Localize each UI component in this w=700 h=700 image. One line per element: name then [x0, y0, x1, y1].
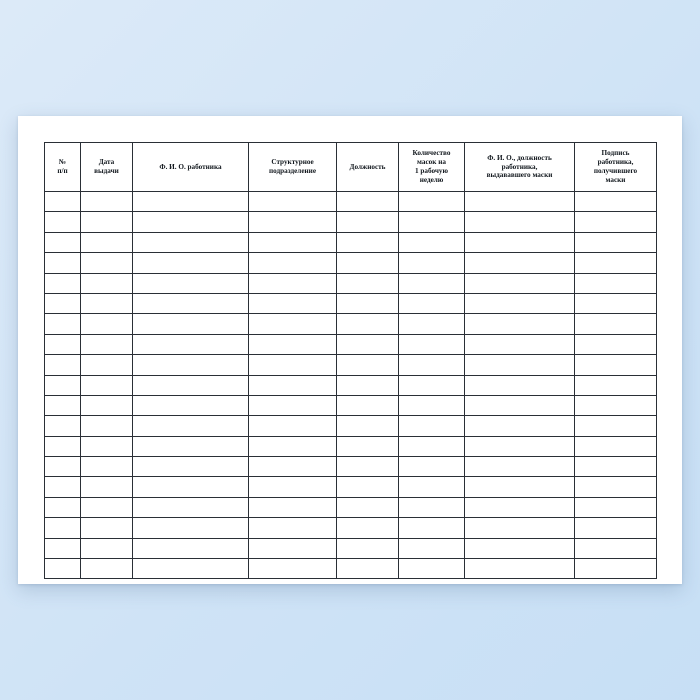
- table-cell[interactable]: [399, 232, 465, 252]
- header-line: неделю: [419, 175, 444, 184]
- table-cell[interactable]: [465, 273, 575, 293]
- table-cell[interactable]: [249, 518, 337, 538]
- table-cell[interactable]: [465, 436, 575, 456]
- table-cell[interactable]: [575, 497, 657, 517]
- table-cell[interactable]: [45, 232, 81, 252]
- table-cell[interactable]: [465, 232, 575, 252]
- header-line: Подпись: [601, 149, 630, 158]
- table-cell[interactable]: [399, 355, 465, 375]
- table-cell[interactable]: [249, 436, 337, 456]
- table-cell[interactable]: [337, 518, 399, 538]
- header-line: п/п: [57, 167, 68, 175]
- table-cell[interactable]: [133, 334, 249, 354]
- table-body: [45, 192, 657, 579]
- table-cell[interactable]: [133, 518, 249, 538]
- table-cell[interactable]: [249, 212, 337, 232]
- table-cell[interactable]: [45, 538, 81, 558]
- column-header-issue-date: [81, 143, 133, 192]
- table-cell[interactable]: [133, 192, 249, 212]
- table-cell[interactable]: [399, 395, 465, 415]
- table-cell[interactable]: [133, 395, 249, 415]
- table-cell[interactable]: [81, 253, 133, 273]
- table-cell[interactable]: [81, 518, 133, 538]
- table-cell[interactable]: [133, 293, 249, 313]
- table-cell[interactable]: [399, 253, 465, 273]
- table-row: [45, 232, 657, 252]
- table-cell[interactable]: [133, 232, 249, 252]
- table-cell[interactable]: [249, 253, 337, 273]
- table-cell[interactable]: [81, 334, 133, 354]
- table-cell[interactable]: [337, 497, 399, 517]
- table-header: [45, 143, 657, 192]
- table-cell[interactable]: [133, 314, 249, 334]
- table-cell[interactable]: [337, 314, 399, 334]
- table-cell[interactable]: [45, 273, 81, 293]
- header-line: Ф. И. О., должность: [487, 153, 552, 162]
- table-cell[interactable]: [249, 355, 337, 375]
- header-line: 1 рабочую: [414, 167, 449, 175]
- table-cell[interactable]: [399, 477, 465, 497]
- table-cell[interactable]: [465, 518, 575, 538]
- table-cell[interactable]: [399, 436, 465, 456]
- table-row: [45, 538, 657, 558]
- document-paper: [18, 116, 682, 584]
- table-cell[interactable]: [133, 273, 249, 293]
- table-cell[interactable]: [249, 395, 337, 415]
- table-cell[interactable]: [133, 497, 249, 517]
- table-cell[interactable]: [133, 355, 249, 375]
- column-header-recipient-signature: [575, 143, 657, 192]
- table-row: [45, 375, 657, 395]
- table-cell[interactable]: [575, 416, 657, 436]
- table-cell[interactable]: [45, 192, 81, 212]
- table-cell[interactable]: [81, 192, 133, 212]
- table-cell[interactable]: [133, 538, 249, 558]
- table-cell[interactable]: [575, 436, 657, 456]
- header-line: Ф. И. О. работника: [159, 162, 222, 171]
- table-cell[interactable]: [399, 293, 465, 313]
- table-cell[interactable]: [45, 293, 81, 313]
- table-cell[interactable]: [337, 212, 399, 232]
- table-cell[interactable]: [249, 192, 337, 212]
- table-cell[interactable]: [81, 293, 133, 313]
- table-cell[interactable]: [337, 273, 399, 293]
- header-line: масок на: [417, 158, 446, 167]
- header-line: работника,: [501, 162, 538, 171]
- table-cell[interactable]: [133, 477, 249, 497]
- table-cell[interactable]: [249, 375, 337, 395]
- table-cell[interactable]: [575, 559, 657, 579]
- table-row: [45, 212, 657, 232]
- table-cell[interactable]: [81, 273, 133, 293]
- table-cell[interactable]: [337, 457, 399, 477]
- table-cell[interactable]: [575, 273, 657, 293]
- table-cell[interactable]: [81, 395, 133, 415]
- table-cell[interactable]: [465, 477, 575, 497]
- table-header-row: [45, 143, 657, 192]
- table-cell[interactable]: [81, 232, 133, 252]
- table-cell[interactable]: [399, 538, 465, 558]
- table-row: [45, 355, 657, 375]
- table-row: [45, 457, 657, 477]
- table-cell[interactable]: [133, 559, 249, 579]
- header-line: работника,: [597, 158, 634, 167]
- table-cell[interactable]: [465, 416, 575, 436]
- column-header-department: [249, 143, 337, 192]
- header-line: маски: [605, 175, 626, 184]
- table-cell[interactable]: [399, 457, 465, 477]
- column-header-issuer: [465, 143, 575, 192]
- table-cell[interactable]: [81, 314, 133, 334]
- table-cell[interactable]: [45, 457, 81, 477]
- table-cell[interactable]: [133, 253, 249, 273]
- table-cell[interactable]: [45, 416, 81, 436]
- table-cell[interactable]: [249, 232, 337, 252]
- table-cell[interactable]: [45, 212, 81, 232]
- table-cell[interactable]: [249, 457, 337, 477]
- table-row: [45, 334, 657, 354]
- table-row: [45, 518, 657, 538]
- table-cell[interactable]: [337, 253, 399, 273]
- table-row: [45, 395, 657, 415]
- table-cell[interactable]: [399, 497, 465, 517]
- table-cell[interactable]: [45, 497, 81, 517]
- table-cell[interactable]: [399, 559, 465, 579]
- table-row: [45, 192, 657, 212]
- table-cell[interactable]: [81, 497, 133, 517]
- table-cell[interactable]: [465, 212, 575, 232]
- table-cell[interactable]: [465, 497, 575, 517]
- table-row: [45, 253, 657, 273]
- table-cell[interactable]: [133, 436, 249, 456]
- table-cell[interactable]: [337, 477, 399, 497]
- header-line: Количество: [412, 149, 451, 158]
- table-cell[interactable]: [575, 457, 657, 477]
- table-cell[interactable]: [249, 314, 337, 334]
- table-cell[interactable]: [337, 232, 399, 252]
- table-cell[interactable]: [575, 375, 657, 395]
- table-cell[interactable]: [465, 538, 575, 558]
- header-line: Структурное: [271, 158, 314, 167]
- header-line: выдачи: [94, 167, 119, 175]
- table-cell[interactable]: [45, 334, 81, 354]
- table-row: [45, 293, 657, 313]
- table-cell[interactable]: [337, 293, 399, 313]
- column-header-number: [45, 143, 81, 192]
- header-line: Дата: [98, 158, 115, 167]
- table-cell[interactable]: [337, 375, 399, 395]
- table-cell[interactable]: [399, 416, 465, 436]
- table-cell[interactable]: [81, 375, 133, 395]
- header-line: №: [58, 158, 67, 167]
- table-cell[interactable]: [575, 192, 657, 212]
- column-header-employee-name: [133, 143, 249, 192]
- table-cell[interactable]: [465, 559, 575, 579]
- table-container: [44, 142, 656, 558]
- table-cell[interactable]: [45, 355, 81, 375]
- table-cell[interactable]: [81, 416, 133, 436]
- table-cell[interactable]: [465, 192, 575, 212]
- table-cell[interactable]: [337, 416, 399, 436]
- table-cell[interactable]: [575, 232, 657, 252]
- table-cell[interactable]: [575, 314, 657, 334]
- table-cell[interactable]: [575, 518, 657, 538]
- table-cell[interactable]: [575, 253, 657, 273]
- table-cell[interactable]: [337, 334, 399, 354]
- table-cell[interactable]: [81, 559, 133, 579]
- table-row: [45, 559, 657, 579]
- table-cell[interactable]: [249, 497, 337, 517]
- table-cell[interactable]: [465, 334, 575, 354]
- table-cell[interactable]: [81, 457, 133, 477]
- table-cell[interactable]: [399, 273, 465, 293]
- table-cell[interactable]: [575, 334, 657, 354]
- table-cell[interactable]: [337, 559, 399, 579]
- table-cell[interactable]: [575, 395, 657, 415]
- table-cell[interactable]: [399, 192, 465, 212]
- table-cell[interactable]: [249, 477, 337, 497]
- table-cell[interactable]: [81, 436, 133, 456]
- table-row: [45, 477, 657, 497]
- table-cell[interactable]: [399, 314, 465, 334]
- table-cell[interactable]: [575, 477, 657, 497]
- table-cell[interactable]: [337, 192, 399, 212]
- table-cell[interactable]: [337, 395, 399, 415]
- table-cell[interactable]: [45, 518, 81, 538]
- table-cell[interactable]: [133, 212, 249, 232]
- column-header-mask-quantity: [399, 143, 465, 192]
- table-cell[interactable]: [399, 212, 465, 232]
- table-cell[interactable]: [45, 395, 81, 415]
- table-cell[interactable]: [465, 355, 575, 375]
- table-cell[interactable]: [81, 477, 133, 497]
- table-cell[interactable]: [575, 212, 657, 232]
- table-cell[interactable]: [399, 375, 465, 395]
- table-cell[interactable]: [465, 375, 575, 395]
- header-line: Должность: [349, 162, 386, 171]
- table-cell[interactable]: [575, 538, 657, 558]
- table-cell[interactable]: [249, 334, 337, 354]
- table-cell[interactable]: [465, 253, 575, 273]
- table-cell[interactable]: [81, 355, 133, 375]
- table-row: [45, 273, 657, 293]
- table-cell[interactable]: [575, 293, 657, 313]
- table-cell[interactable]: [45, 375, 81, 395]
- header-line: получившего: [593, 167, 638, 175]
- table-row: [45, 314, 657, 334]
- table-cell[interactable]: [575, 355, 657, 375]
- table-cell[interactable]: [81, 212, 133, 232]
- table-cell[interactable]: [45, 559, 81, 579]
- header-line: выдававшего маски: [486, 171, 553, 180]
- table-row: [45, 416, 657, 436]
- table-cell[interactable]: [45, 253, 81, 273]
- table-cell[interactable]: [45, 436, 81, 456]
- table-cell[interactable]: [465, 293, 575, 313]
- table-cell[interactable]: [249, 273, 337, 293]
- table-cell[interactable]: [81, 538, 133, 558]
- table-cell[interactable]: [465, 395, 575, 415]
- column-header-position: [337, 143, 399, 192]
- mask-issue-register-table: [44, 142, 657, 579]
- table-cell[interactable]: [249, 293, 337, 313]
- table-cell[interactable]: [337, 538, 399, 558]
- table-cell[interactable]: [337, 436, 399, 456]
- table-cell[interactable]: [133, 457, 249, 477]
- table-cell[interactable]: [249, 559, 337, 579]
- table-cell[interactable]: [45, 477, 81, 497]
- table-cell[interactable]: [337, 355, 399, 375]
- table-cell[interactable]: [249, 538, 337, 558]
- table-cell[interactable]: [133, 375, 249, 395]
- table-cell[interactable]: [133, 416, 249, 436]
- table-cell[interactable]: [45, 314, 81, 334]
- table-row: [45, 436, 657, 456]
- table-cell[interactable]: [399, 334, 465, 354]
- table-cell[interactable]: [465, 314, 575, 334]
- table-row: [45, 497, 657, 517]
- header-line: подразделение: [268, 167, 317, 175]
- table-cell[interactable]: [465, 457, 575, 477]
- table-cell[interactable]: [249, 416, 337, 436]
- table-cell[interactable]: [399, 518, 465, 538]
